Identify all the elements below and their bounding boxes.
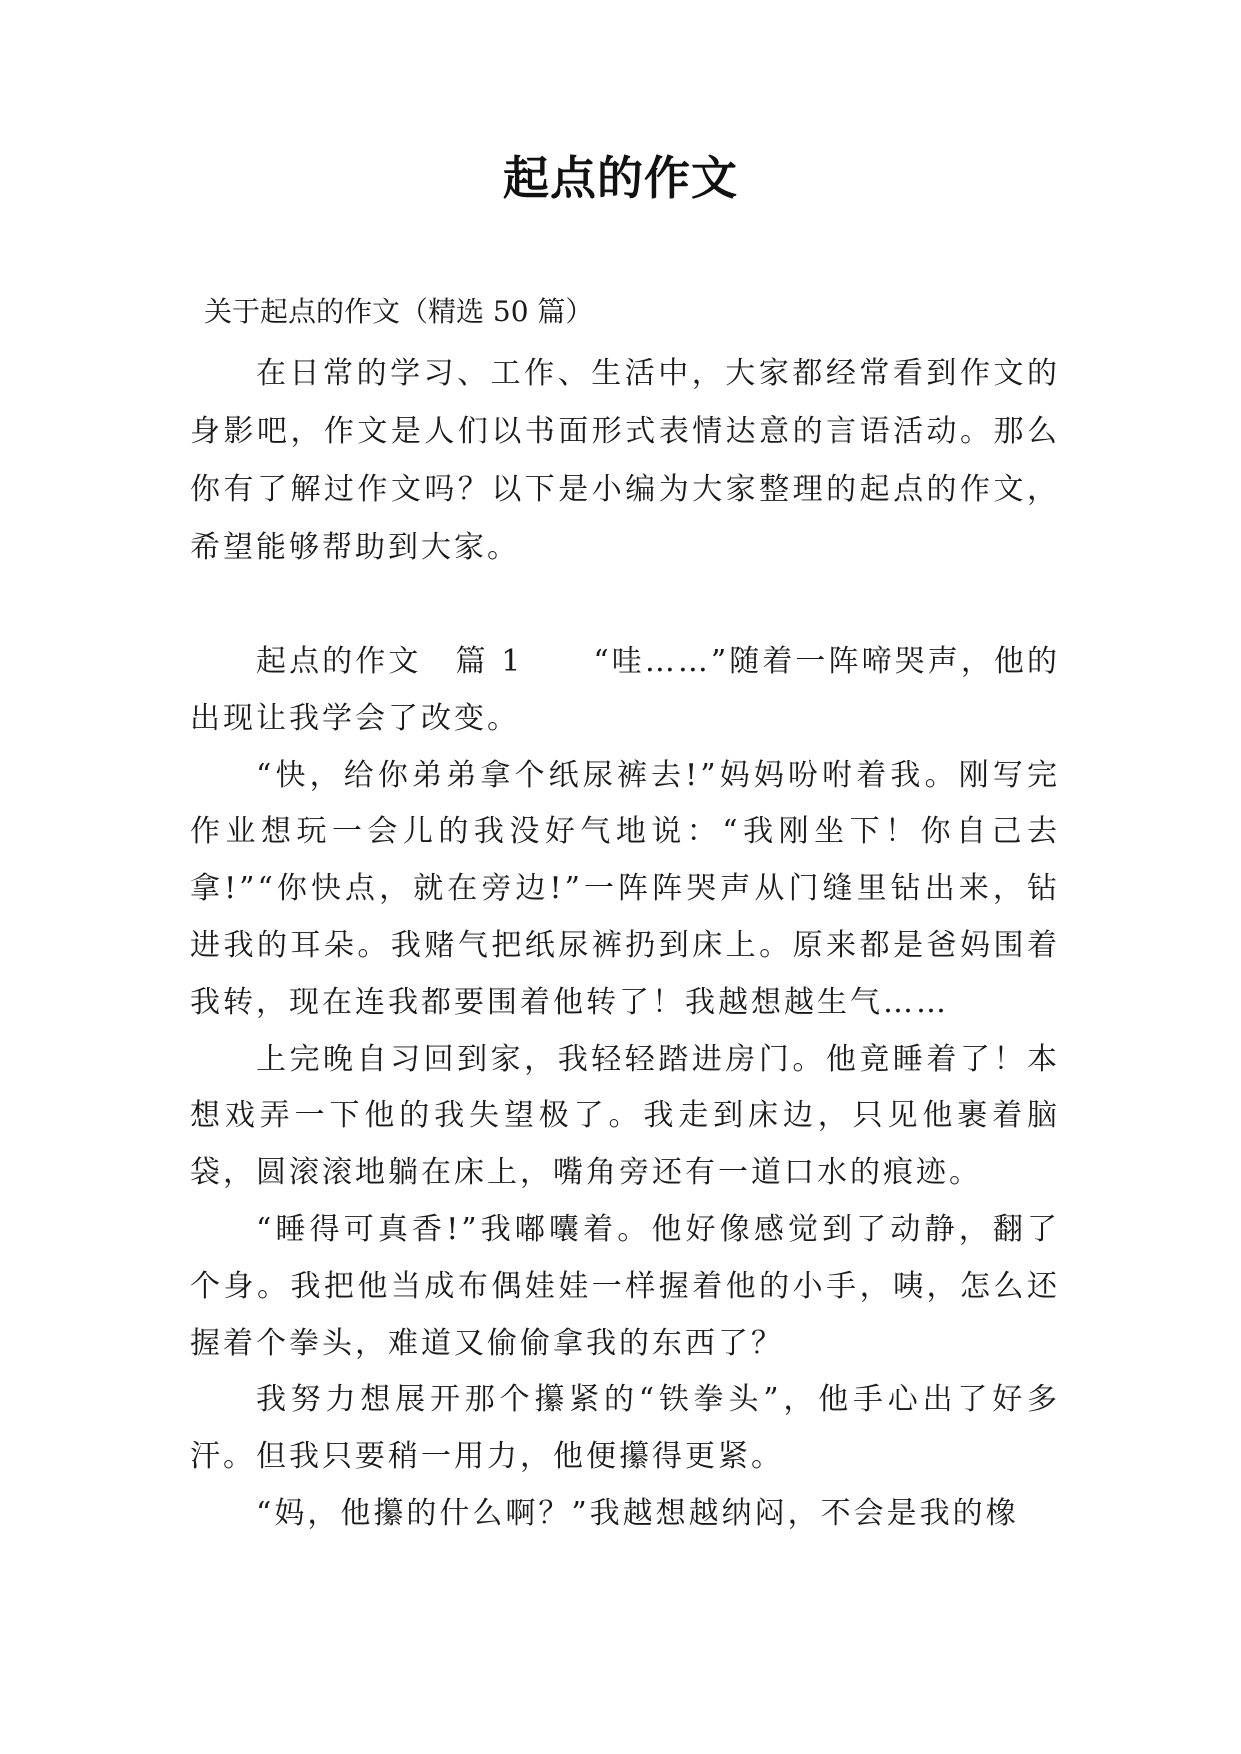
- intro-section: [190, 345, 1060, 577]
- essay-heading-title: 起点的作文: [256, 644, 422, 679]
- essay-opening-text: “哇……”随着一阵啼哭声，他的出现让我学会了改变。: [190, 644, 1060, 736]
- essay-paragraph: 上完晚自习回到家，我轻轻踏进房门。他竟睡着了！本想戏弄一下他的我失望极了。我走到床边，只见他裹着脑袋，圆滚滚地躺在床上，嘴角旁还有一道口水的痕迹。: [190, 1041, 1060, 1191]
- essay-paragraph: 我努力想展开那个攥紧的“铁拳头”，他手心出了好多汗。但我只要稍一用力，他便攥得更紧。: [190, 1382, 1060, 1475]
- essay-heading-number: 篇 1: [455, 644, 524, 679]
- essay-section: [190, 634, 1060, 1543]
- essay-paragraph: “妈，他攥的什么啊？”我越想越纳闷，不会是我的橡: [256, 1495, 1019, 1531]
- document-title: 起点的作文: [503, 151, 738, 205]
- essay-first-paragraph: [190, 634, 1060, 748]
- essay-paragraph: “睡得可真香!”我嘟囔着。他好像感觉到了动静，翻了个身。我把他当成布偶娃娃一样握着他的小手，咦，怎么还握着个拳头，难道又偷偷拿我的东西了？: [190, 1211, 1060, 1361]
- document-subtitle: 关于起点的作文（精选 50 篇）: [204, 295, 594, 328]
- intro-paragraph: 在日常的学习、工作、生活中，大家都经常看到作文的身影吧，作文是人们以书面形式表情达意的言语活动。那么你有了解过作文吗？以下是小编为大家整理的起点的作文，希望能够帮助到大家。: [190, 356, 1060, 565]
- essay-paragraph: “快，给你弟弟拿个纸尿裤去!”妈妈吩咐着我。刚写完作业想玩一会儿的我没好气地说：“我刚坐下！你自己去拿!”“你快点，就在旁边!”一阵阵哭声从门缝里钻出来，钻进我的耳朵。我赌气把纸尿裤扔到床上。原来都是爸妈围着我转，现在连我都要围着他转了！我越想越生气……: [190, 757, 1060, 1020]
